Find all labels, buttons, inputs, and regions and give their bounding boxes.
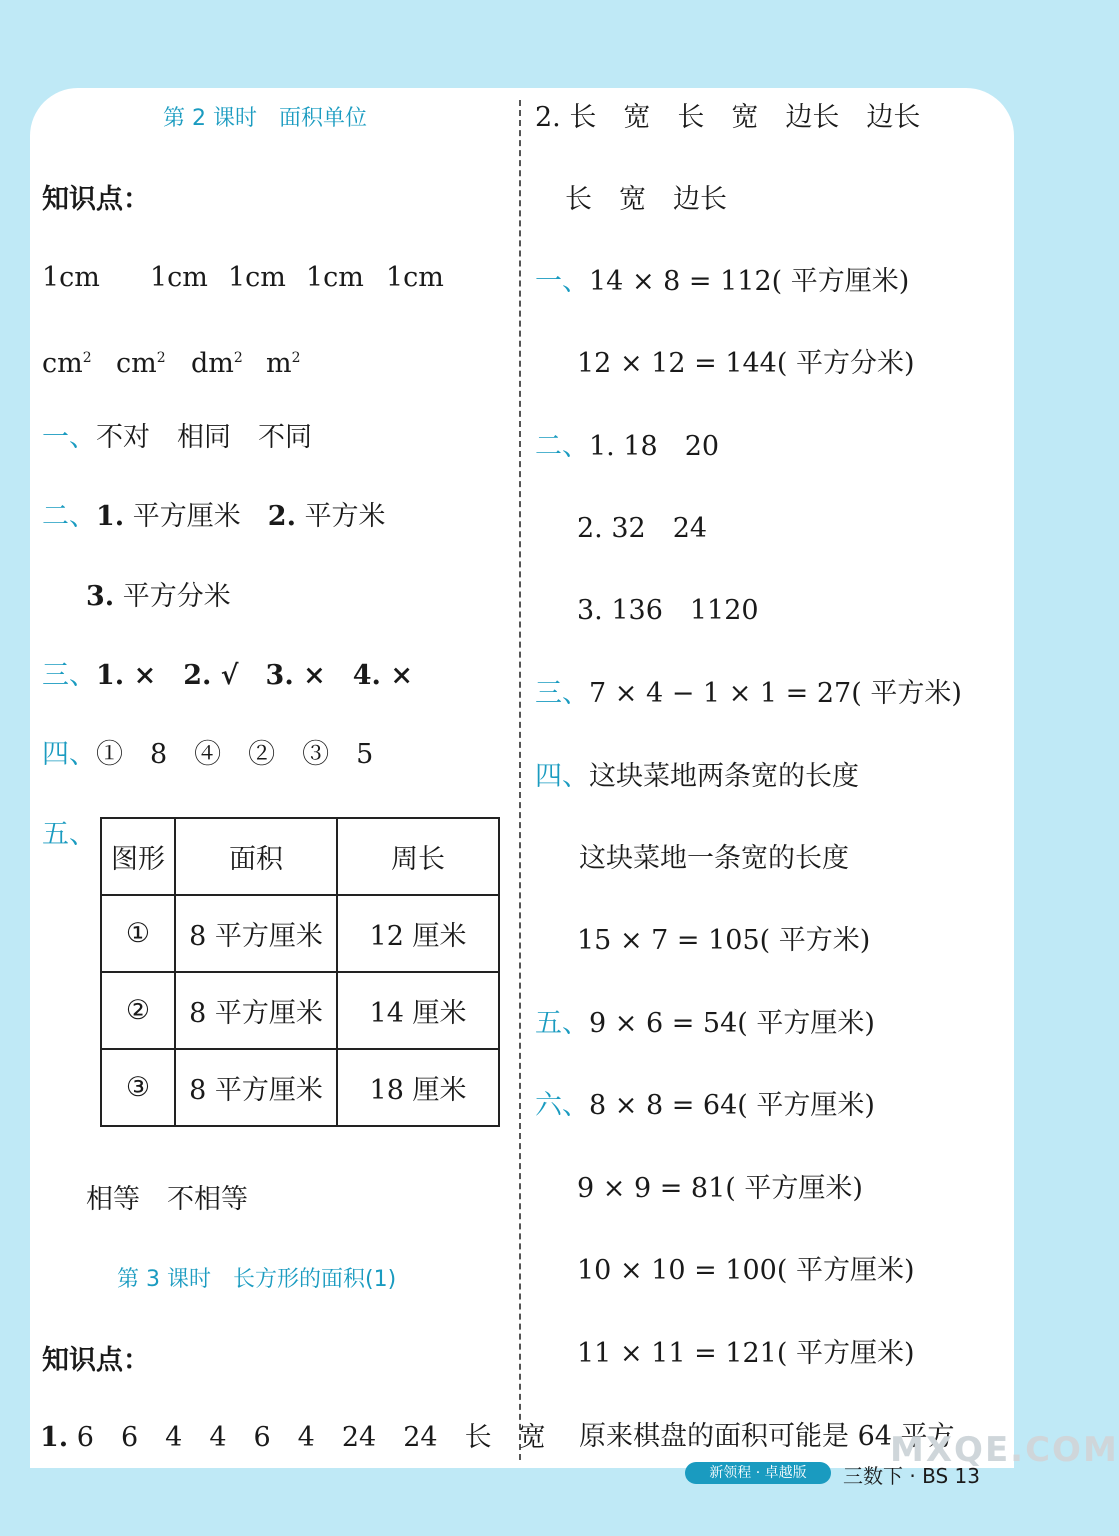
series-badge: 新领程 · 卓越版 bbox=[685, 1462, 831, 1484]
s5-number: 五、 bbox=[535, 1008, 589, 1039]
k1-line: 1. 6 6 4 4 6 4 24 24 长 宽 bbox=[40, 1422, 546, 1453]
q4-line: 四、① 8 ④ ② ③ 5 bbox=[42, 739, 374, 770]
area-unit-1: $cm^2$ bbox=[42, 348, 92, 379]
q1-line: 一、不对 相同 不同 bbox=[42, 422, 312, 453]
table-cell: 8 平方厘米 bbox=[175, 895, 337, 972]
r-line2: 长 宽 边长 bbox=[565, 184, 727, 215]
table-cell: ② bbox=[101, 972, 175, 1049]
r-line1: 2. 长 宽 长 宽 边长 边长 bbox=[535, 102, 921, 133]
table-cell: 14 厘米 bbox=[337, 972, 499, 1049]
table-header: 图形 bbox=[101, 818, 175, 895]
r-s4b: 这块菜地一条宽的长度 bbox=[579, 843, 849, 874]
r-s6e: 原来棋盘的面积可能是 64 平方 bbox=[579, 1421, 955, 1452]
table-cell: 8 平方厘米 bbox=[175, 972, 337, 1049]
table-cell: ③ bbox=[101, 1049, 175, 1126]
watermark-logo: MXQE.COM bbox=[890, 1430, 1119, 1470]
cm-unit-2: 1cm bbox=[150, 262, 208, 293]
s1-number: 一、 bbox=[535, 266, 589, 297]
area-unit-4: $m^2$ bbox=[266, 348, 301, 379]
table-row bbox=[101, 972, 499, 1049]
knowledge-label-2: 知识点： bbox=[42, 1345, 150, 1376]
shape-table bbox=[100, 817, 500, 1127]
cm-unit-3: 1cm bbox=[228, 262, 286, 293]
r-s4a: 四、这块菜地两条宽的长度 bbox=[535, 761, 859, 792]
s4-number: 四、 bbox=[535, 761, 589, 792]
r-s6b: 9 × 9 = 81( 平方厘米) bbox=[577, 1173, 863, 1204]
table-cell: 18 厘米 bbox=[337, 1049, 499, 1126]
q2-number: 二、 bbox=[42, 501, 96, 532]
column-divider bbox=[519, 100, 521, 1460]
q5-after: 相等 不相等 bbox=[86, 1184, 248, 1215]
lesson3-title: 第 3 课时 长方形的面积(1) bbox=[117, 1267, 397, 1292]
r-s6d: 11 × 11 = 121( 平方厘米) bbox=[577, 1338, 915, 1369]
r-s6a: 六、8 × 8 = 64( 平方厘米) bbox=[535, 1090, 875, 1121]
s3-number: 三、 bbox=[535, 678, 589, 709]
s2-number: 二、 bbox=[535, 431, 589, 462]
q2-line-2: 3. 平方分米 bbox=[86, 581, 231, 612]
table-row bbox=[101, 1049, 499, 1126]
r-s2b: 2. 32 24 bbox=[577, 513, 708, 544]
area-unit-2: $cm^2$ bbox=[116, 348, 166, 379]
r-s1b: 12 × 12 = 144( 平方分米) bbox=[577, 348, 915, 379]
q1-number: 一、 bbox=[42, 422, 96, 453]
cm-unit-1: 1cm bbox=[42, 262, 100, 293]
r-s6c: 10 × 10 = 100( 平方厘米) bbox=[577, 1255, 915, 1286]
page-footer-text: 三数下 · BS 13 bbox=[843, 1464, 980, 1488]
q5-number: 五、 bbox=[42, 819, 96, 850]
q2-line: 二、1. 平方厘米 2. 平方米 bbox=[42, 501, 386, 532]
table-cell: 12 厘米 bbox=[337, 895, 499, 972]
r-s1a: 一、14 × 8 = 112( 平方厘米) bbox=[535, 266, 910, 297]
cm-unit-4: 1cm bbox=[306, 262, 364, 293]
knowledge-label: 知识点： bbox=[42, 184, 150, 215]
r-s2a: 二、1. 18 20 bbox=[535, 431, 720, 462]
table-cell: 8 平方厘米 bbox=[175, 1049, 337, 1126]
table-header: 面积 bbox=[175, 818, 337, 895]
q3-number: 三、 bbox=[42, 660, 96, 691]
q3-line: 三、1. × 2. √ 3. × 4. × bbox=[42, 660, 413, 691]
r-s5: 五、9 × 6 = 54( 平方厘米) bbox=[535, 1008, 875, 1039]
table-header-row bbox=[101, 818, 499, 895]
table-header: 周长 bbox=[337, 818, 499, 895]
table-cell: ① bbox=[101, 895, 175, 972]
area-unit-3: $dm^2$ bbox=[191, 348, 243, 379]
s6-number: 六、 bbox=[535, 1090, 589, 1121]
r-s2c: 3. 136 1120 bbox=[577, 595, 759, 626]
r-s3: 三、7 × 4 − 1 × 1 = 27( 平方米) bbox=[535, 678, 962, 709]
cm-unit-5: 1cm bbox=[386, 262, 444, 293]
r-s4c: 15 × 7 = 105( 平方米) bbox=[577, 925, 871, 956]
table-row bbox=[101, 895, 499, 972]
q4-number: 四、 bbox=[42, 739, 96, 770]
lesson2-title: 第 2 课时 面积单位 bbox=[163, 106, 367, 131]
